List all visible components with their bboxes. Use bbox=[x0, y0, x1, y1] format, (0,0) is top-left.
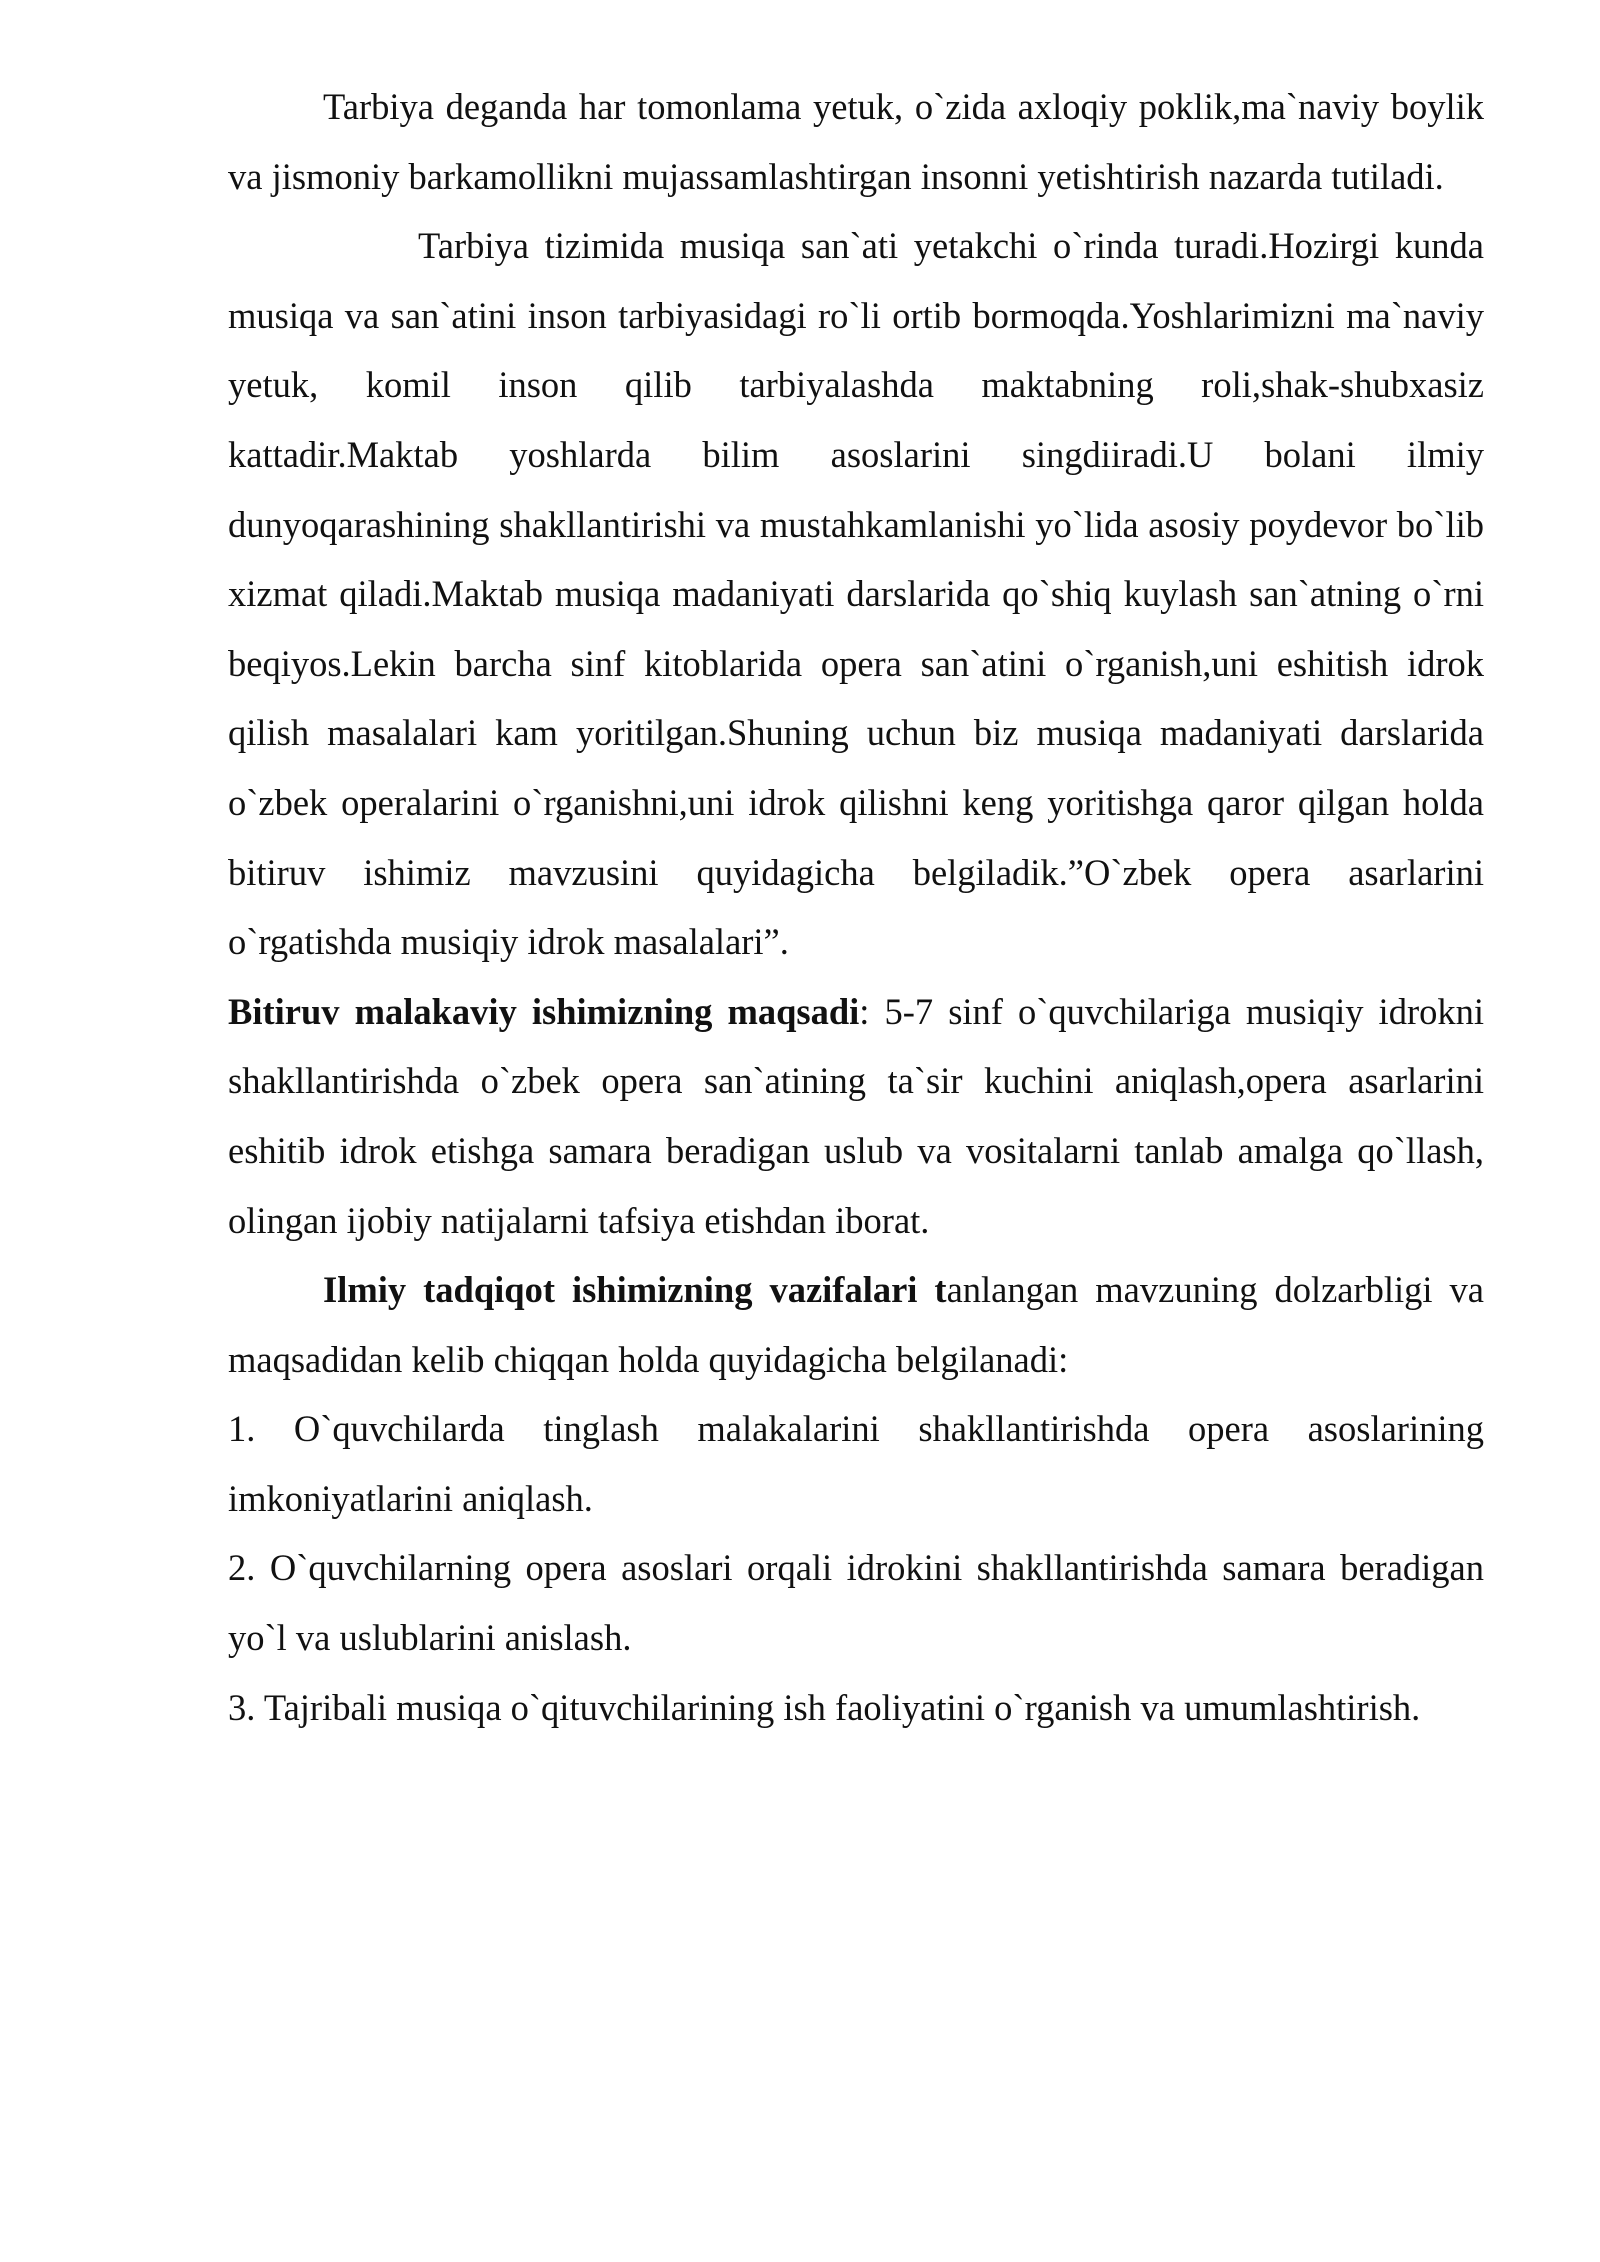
tasks-text: anlangan mavzuning dolzarbligi va maqsadidan kelib chiqqan holda quyidagicha belgilanadi: bbox=[228, 1269, 1484, 1380]
paragraph-intro: Tarbiya deganda har tomonlama yetuk, o`zida axloqiy poklik,ma`naviy boylik va jismoniy barkamollikni mujassamlashtirgan insonni yetishtirish nazarda tutiladi. bbox=[228, 86, 1484, 197]
document-page bbox=[228, 72, 1484, 1742]
paragraph-tasks bbox=[228, 1255, 1484, 1394]
tasks-heading: Ilmiy tadqiqot ishimizning vazifalari t bbox=[323, 1269, 947, 1311]
list-item: 1. O`quvchilarda tinglash malakalarini shakllantirishda opera asoslarining imkoniyatlarini aniqlash. bbox=[228, 1408, 1484, 1519]
goal-text: : 5-7 sinf o`quvchilariga musiqiy idrokni shakllantirishda o`zbek opera san`atining ta`sir kuchini aniqlash,opera asarlarini eshitib idrok etishga samara beradigan uslub va vositalarni tanlab amalga qo`llash, olingan ijobiy natijalarni tafsiya etishdan iborat. bbox=[228, 990, 1484, 1241]
list-item: 3. Tajribali musiqa o`qituvchilarining ish faoliyatini o`rganish va umumlashtirish. bbox=[228, 1686, 1421, 1728]
paragraph-music-education: Tarbiya tizimida musiqa san`ati yetakchi o`rinda turadi.Hozirgi kunda musiqa va san`atini inson tarbiyasidagi ro`li ortib bormoqda.Yoshlarimizni ma`naviy yetuk, komil inson qilib tarbiyalashda maktabning roli,shak-shubxasiz kattadir.Maktab yoshlarda bilim asoslarini singdiiradi.U bolani ilmiy dunyoqarashining shakllantirishi va mustahkamlanishi yo`lida asosiy poydevor bo`lib xizmat qiladi.Maktab musiqa madaniyati darslarida qo`shiq kuylash san`atning o`rni beqiyos.Lekin barcha sinf kitoblarida opera san`atini o`rganish,uni eshitish idrok qilish masalalari kam yoritilgan.Shuning uchun biz musiqa madaniyati darslarida o`zbek operalarini o`rganishni,uni idrok qilishni keng yoritishga qaror qilgan holda bitiruv ishimiz mavzusini quyidagicha belgiladik.”O`zbek opera asarlarini o`rgatishda musiqiy idrok masalalari”. bbox=[228, 225, 1484, 963]
goal-heading: Bitiruv malakaviy ishimizning maqsadi bbox=[228, 990, 860, 1032]
paragraph-goal bbox=[228, 977, 1484, 1255]
list-item: 2. O`quvchilarning opera asoslari orqali idrokini shakllantirishda samara beradigan yo`l va uslublarini anislash. bbox=[228, 1547, 1484, 1659]
